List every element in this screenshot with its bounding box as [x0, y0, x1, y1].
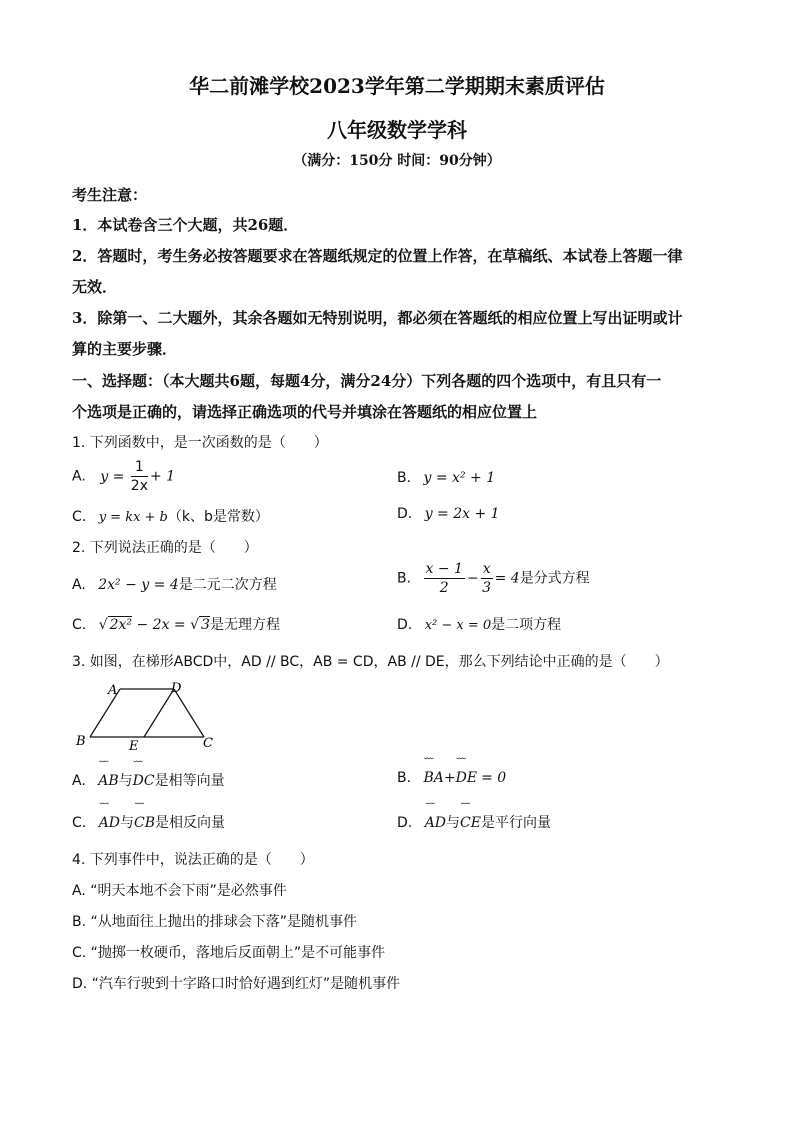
- q1-a-right: + 1: [149, 468, 176, 485]
- q2-c-sqrt2: 3: [201, 617, 210, 633]
- q2-c-mid: − 2x =: [136, 617, 186, 633]
- exam-title: 华二前滩学校2023学年第二学期期末素质评估: [189, 74, 605, 98]
- q3-c-vector-2: ˘˘˘ CB: [134, 815, 155, 831]
- q1-c-label: C.: [72, 509, 87, 525]
- q2-a-math: 2x² − y = 4: [98, 577, 179, 593]
- q2-c-text: 是无理方程: [209, 617, 280, 633]
- exam-subject: 八年级数学学科: [327, 118, 467, 142]
- notice-item-3-line2: 算的主要步骤．: [72, 340, 178, 358]
- q2-c-sqrt1: 2x²: [109, 617, 133, 633]
- exam-meta: （满分：150分 时间：90分钟）: [293, 153, 501, 169]
- q2-d-math: x² − x = 0: [424, 618, 492, 633]
- q3-d-text: 是平行向量: [480, 815, 551, 831]
- q2-b-num1: x − 1: [425, 561, 463, 577]
- q3-b-vector-1: ˘˘˘ BA: [424, 770, 444, 786]
- q2-b-rest: = 4: [494, 570, 520, 587]
- segment-DC: [174, 689, 204, 737]
- q3-b-plus: +: [443, 770, 456, 786]
- q3-b-label: B.: [397, 770, 412, 786]
- notice-item-2-line1: 2．答题时，考生务必按答题要求在答题纸规定的位置上作答，在草稿纸、本试卷上答题一律: [72, 247, 683, 265]
- q2-option-d: [397, 614, 561, 634]
- q3-b-vector-2: ˘˘˘ DE: [456, 770, 477, 786]
- trapezoid-figure: [72, 678, 222, 754]
- q3-option-b: [397, 770, 506, 786]
- q2-option-a: [72, 574, 277, 594]
- q2-b-fraction-2: [481, 560, 493, 597]
- q1-option-b: [397, 470, 495, 486]
- q2-b-text: 是分式方程: [519, 570, 590, 587]
- q4-stem: 4. 下列事件中，说法正确的是（ ）: [72, 852, 314, 868]
- q4-option-c: C. “抛掷一枚硬币，落地后反面朝上”是不可能事件: [72, 945, 386, 961]
- q1-a-left: y =: [100, 468, 129, 485]
- q3-c-label: C.: [72, 815, 87, 831]
- q2-b-den1: 2: [439, 580, 449, 596]
- q2-d-text: 是二项方程: [491, 617, 562, 633]
- section-1-line2: 个选项是正确的，请选择正确选项的代号并填涂在答题纸的相应位置上: [72, 403, 538, 421]
- q4-option-b: B. “从地面往上抛出的排球会下落”是随机事件: [72, 914, 358, 930]
- q3-b-rest: = 0: [481, 770, 507, 786]
- label-A: A: [108, 683, 118, 698]
- q1-a-den: 2x: [130, 478, 148, 494]
- q4-option-d: D. “汽车行驶到十字路口时恰好遇到红灯”是随机事件: [72, 976, 401, 992]
- q3-a-vector-2: ˘˘˘ DC: [133, 773, 155, 789]
- q1-c-math: y = kx + b: [98, 510, 168, 525]
- q2-option-c: C. √ 2x² − 2x = √ 3是无理方程: [72, 617, 280, 633]
- q3-c-vector-1: ˘˘˘ AD: [99, 815, 120, 831]
- notice-item-3-line1: 3．除第一、二大题外，其余各题如无特别说明，都必须在答题纸的相应位置上写出证明或计: [72, 309, 683, 327]
- q1-option-d: [397, 506, 500, 522]
- q3-c-mid: 与: [120, 815, 135, 831]
- segment-DE: [144, 689, 174, 737]
- q1-c-note: （k、b是常数）: [167, 509, 269, 525]
- q4-option-a: A. “明天本地不会下雨”是必然事件: [72, 883, 287, 899]
- q2-b-num2: x: [482, 561, 491, 577]
- notice-item-1: 1．本试卷含三个大题，共26题．: [72, 216, 299, 234]
- label-C: C: [203, 736, 213, 751]
- q1-stem: 1. 下列函数中，是一次函数的是（ ）: [72, 435, 328, 451]
- q3-option-d: [397, 812, 551, 832]
- q2-a-text: 是二元二次方程: [178, 577, 277, 593]
- q3-option-a: [72, 770, 225, 790]
- q2-d-label: D.: [397, 617, 413, 633]
- q2-a-label: A.: [72, 577, 86, 593]
- q3-d-label: D.: [397, 815, 413, 831]
- q3-d-vector-2: ˘˘˘ CE: [460, 815, 481, 831]
- q2-b-fraction-1: [424, 560, 465, 597]
- q3-option-c: [72, 812, 225, 832]
- q1-d-text: y = 2x + 1: [424, 506, 500, 522]
- notice-heading: 考生注意：: [72, 186, 148, 204]
- label-D: D: [171, 681, 182, 696]
- notice-item-2-line2: 无效．: [72, 278, 118, 296]
- label-B: B: [76, 734, 86, 749]
- q3-a-text: 是相等向量: [154, 773, 225, 789]
- q2-b-label: B.: [397, 570, 412, 587]
- q1-a-num: 1: [131, 458, 148, 477]
- q1-option-a: [72, 458, 175, 495]
- q3-stem: 3. 如图，在梯形ABCD中，AD // BC，AB = CD，AB // DE，那么下列结论中正确的是（ ）: [72, 654, 669, 670]
- q2-stem: 2. 下列说法正确的是（ ）: [72, 540, 258, 556]
- label-E: E: [129, 739, 139, 754]
- q3-d-vector-1: ˘˘˘ AD: [425, 815, 446, 831]
- q3-a-vector-1: ˘˘˘ AB: [98, 773, 118, 789]
- q1-b-text: y = x² + 1: [423, 470, 496, 486]
- q3-c-text: 是相反向量: [155, 815, 226, 831]
- q2-b-minus: −: [466, 570, 479, 587]
- q1-d-label: D.: [397, 506, 413, 522]
- q1-a-label: A.: [72, 468, 86, 485]
- q2-c-label: C.: [72, 617, 87, 633]
- section-1-line1: 一、选择题：（本大题共6题，每题4分，满分24分）下列各题的四个选项中，有且只有一: [72, 372, 662, 390]
- q1-b-label: B.: [397, 470, 412, 486]
- q2-option-b: [397, 560, 590, 597]
- q3-a-mid: 与: [118, 773, 133, 789]
- q1-a-fraction: [131, 458, 148, 495]
- q3-d-mid: 与: [446, 815, 461, 831]
- q3-a-label: A.: [72, 773, 86, 789]
- q2-b-den2: 3: [482, 580, 492, 596]
- q1-option-c: [72, 506, 269, 526]
